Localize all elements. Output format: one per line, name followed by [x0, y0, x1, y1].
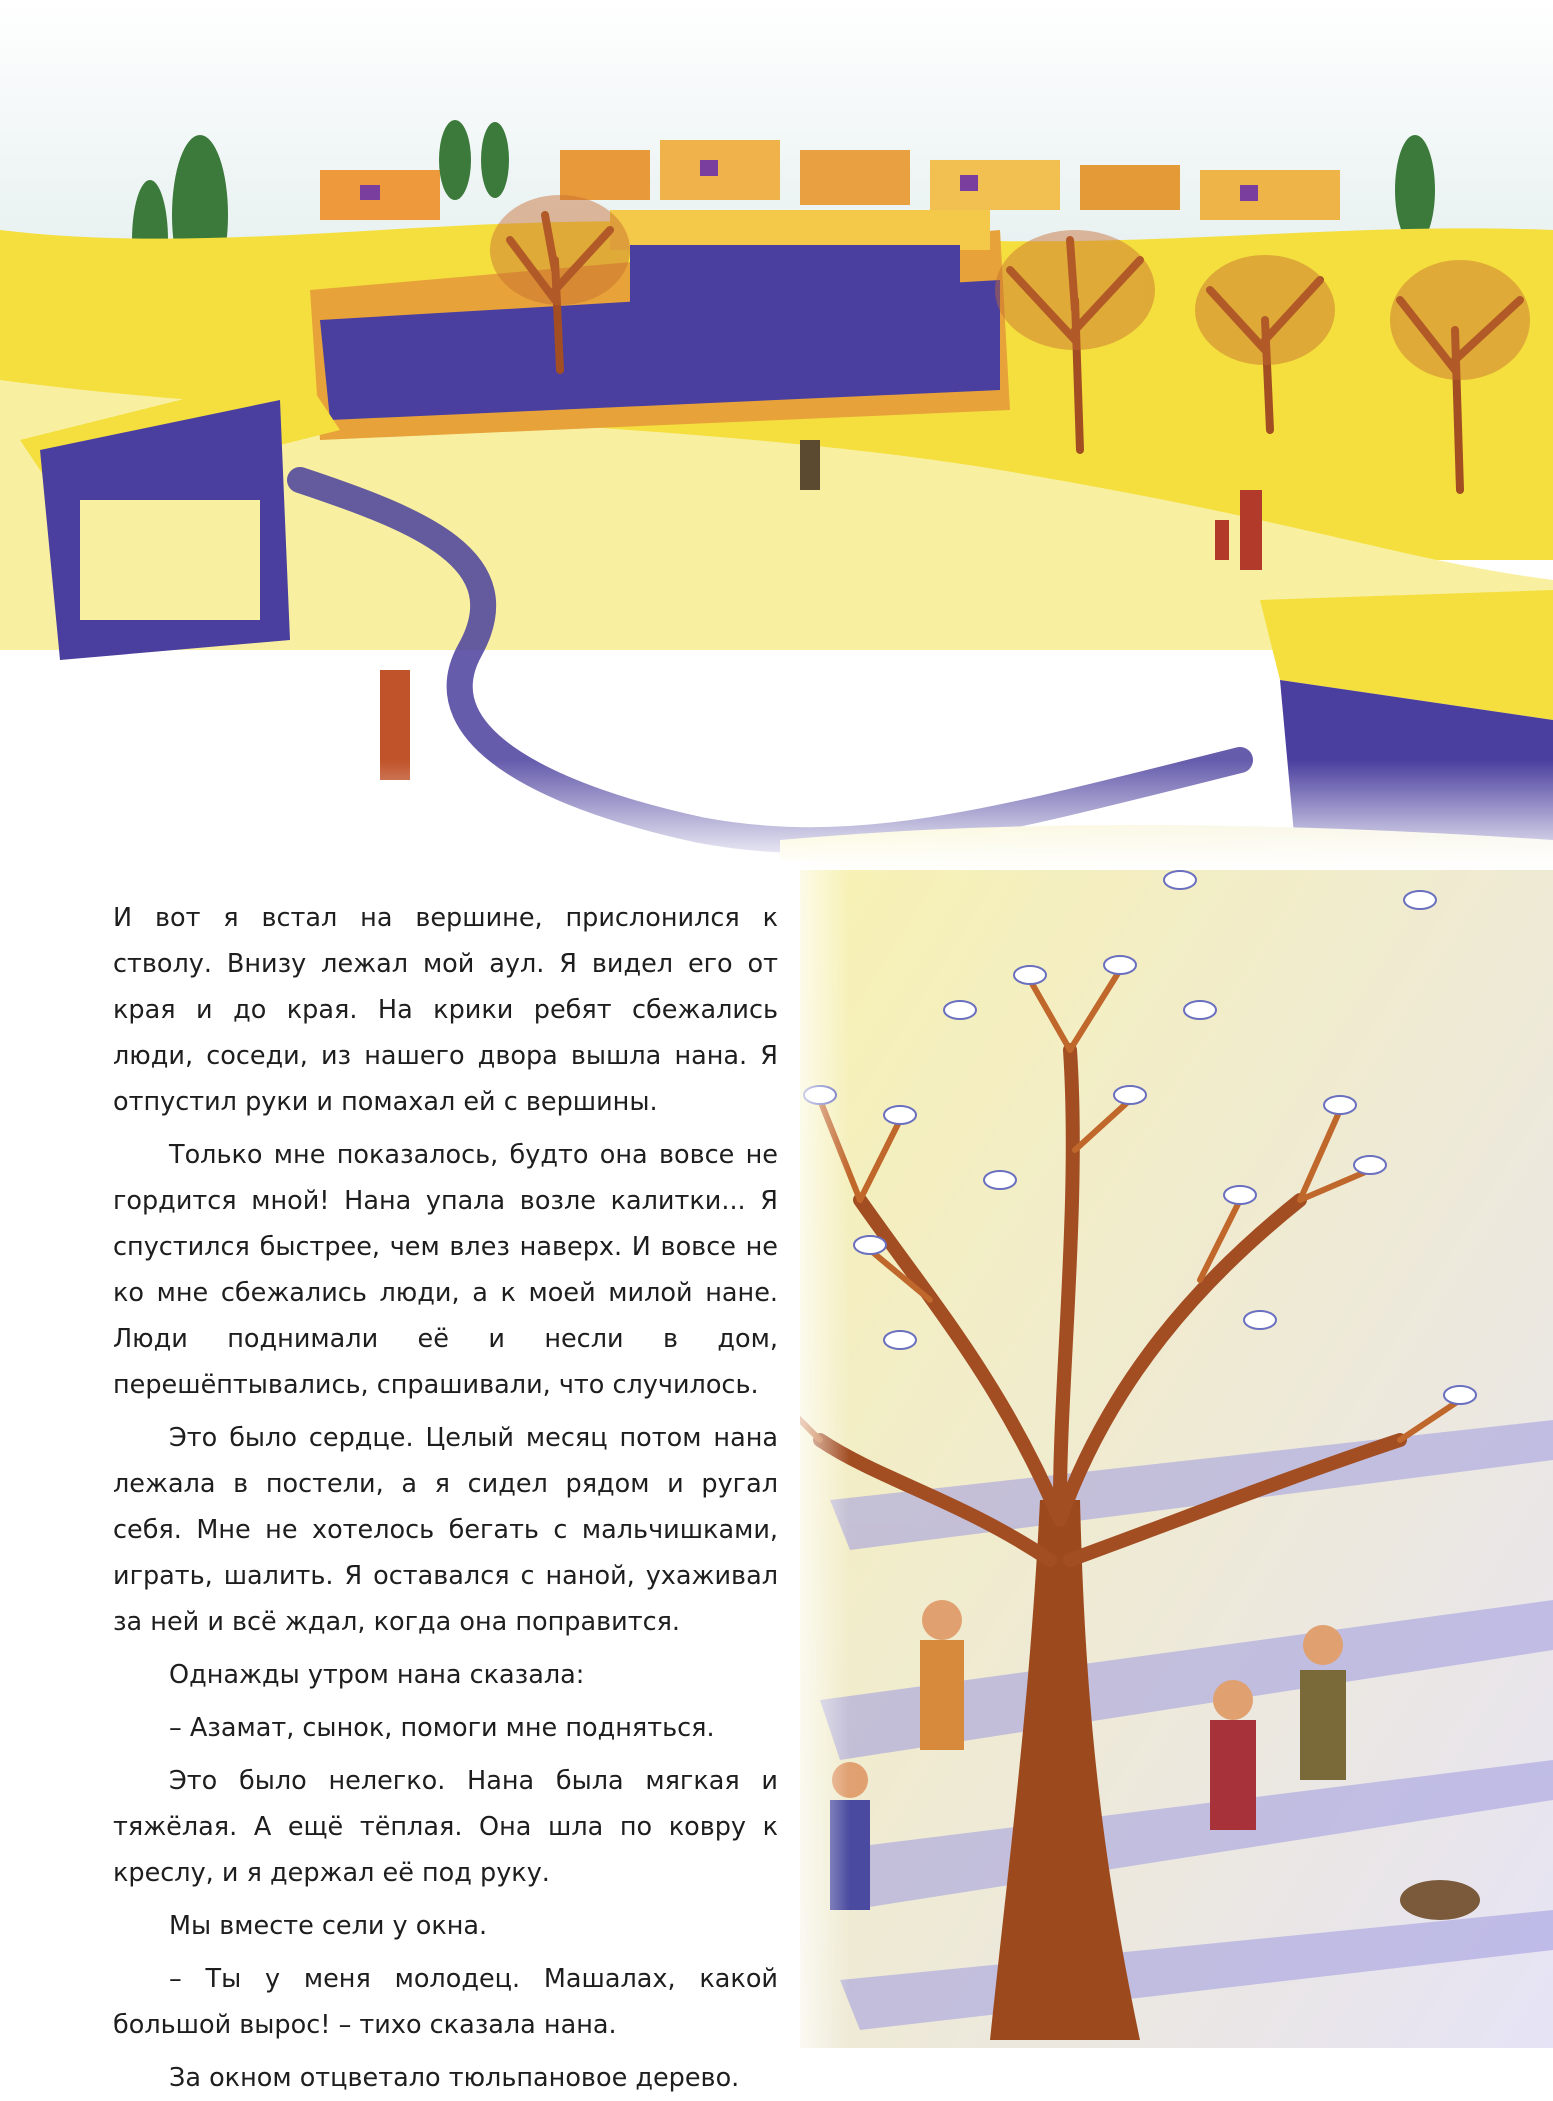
paragraph: Только мне показалось, будто она вовсе не гордится мной! Нана упала возле калитки... Я спустился быстрее, чем влез наверх. И вовсе не ко мне сбежались люди, а к моей милой нане. Люди поднимали её и несли в дом, перешёптывались, спрашивали, что случилось.	[113, 1140, 778, 1400]
dialogue-line: – Азамат, сынок, помоги мне подняться.	[169, 1713, 715, 1743]
paragraph: За окном отцветало тюльпановое дерево.	[169, 2063, 740, 2093]
paragraph: И вот я встал на вершине, прислонился к стволу. Внизу лежал мой аул. Я видел его от края и до края. На крики ребят сбежались люди, соседи, из нашего двора вышла нана. Я отпустил руки и помахал ей с вершины.	[113, 903, 778, 1117]
paragraph: Однажды утром нана сказала:	[169, 1660, 585, 1690]
paragraph: Мы вместе сели у окна.	[169, 1911, 488, 1941]
dialogue-line: – Ты у меня молодец. Машалах, какой большой вырос! – тихо сказала нана.	[113, 1964, 778, 2040]
paragraph: Это было нелегко. Нана была мягкая и тяжёлая. А ещё тёплая. Она шла по ковру к креслу, и я держал её под руку.	[113, 1766, 778, 1888]
story-text	[113, 895, 778, 2101]
paragraph: Это было сердце. Целый месяц потом нана лежала в постели, а я сидел рядом и ругал себя. Мне не хотелось бегать с мальчишками, играть, шалить. Я оставался с наной, ухаживал за ней и всё ждал, когда она поправится.	[113, 1423, 778, 1637]
